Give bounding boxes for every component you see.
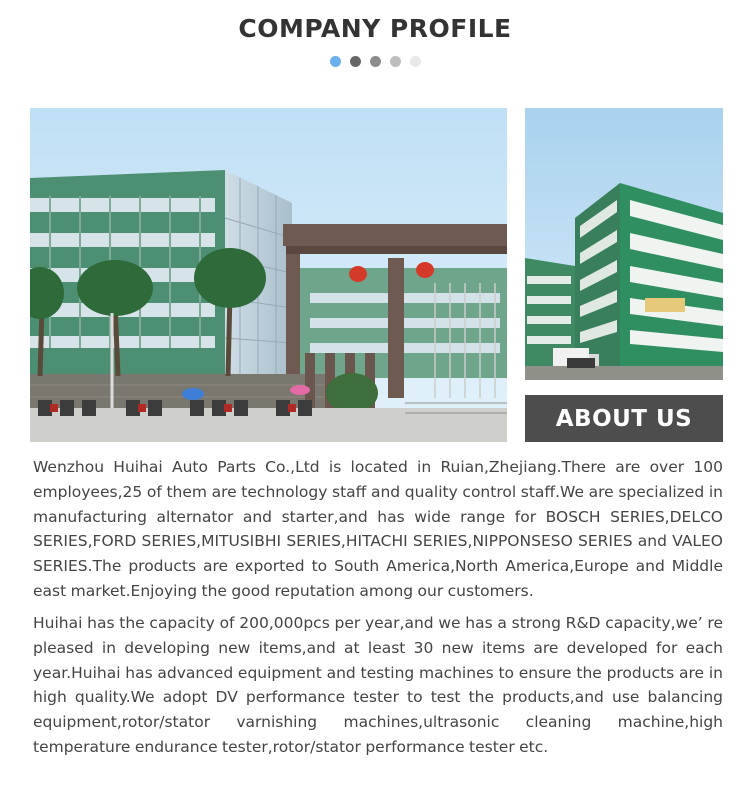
carousel-dot[interactable] [390,56,401,67]
carousel-dot[interactable] [330,56,341,67]
carousel-dot[interactable] [370,56,381,67]
carousel-indicator [0,56,750,67]
capacity-paragraph: Huihai has the capacity of 200,000pcs per year,and we has a strong R&D capacity,we’ re pleased in developing new items,and at least 30 new items are developed for each year.Huihai has advanced equipment and testing machines to ensure the products are in high quality.We adopt DV performance tester to test the products,and use balancing equipment,rotor/stator varnishing machines,ultrasonic cleaning machine,high temperature endurance tester,rotor/stator performance tester etc. [33,614,723,756]
page-title: COMPANY PROFILE [238,14,512,43]
factory-gate-photo [30,108,507,442]
office-building-photo [525,108,723,380]
intro-paragraph: Wenzhou Huihai Auto Parts Co.,Ltd is located in Ruian,Zhejiang.There are over 100 employees,25 of them are technology staff and quality control staff.We are specialized in manufacturing alternator and starter,and has wide range for BOSCH SERIES,DELCO SERIES,FORD SERIES,MITUSIBHI SERIES,HITACHI SERIES,NIPPONSESO SERIES and VALEO SERIES.The products are exported to South America,North America,Europe and Middle east market.Enjoying the good reputation among our customers. [33,458,723,600]
about-us-heading: ABOUT US [525,395,723,442]
carousel-dot[interactable] [410,56,421,67]
carousel-dot[interactable] [350,56,361,67]
